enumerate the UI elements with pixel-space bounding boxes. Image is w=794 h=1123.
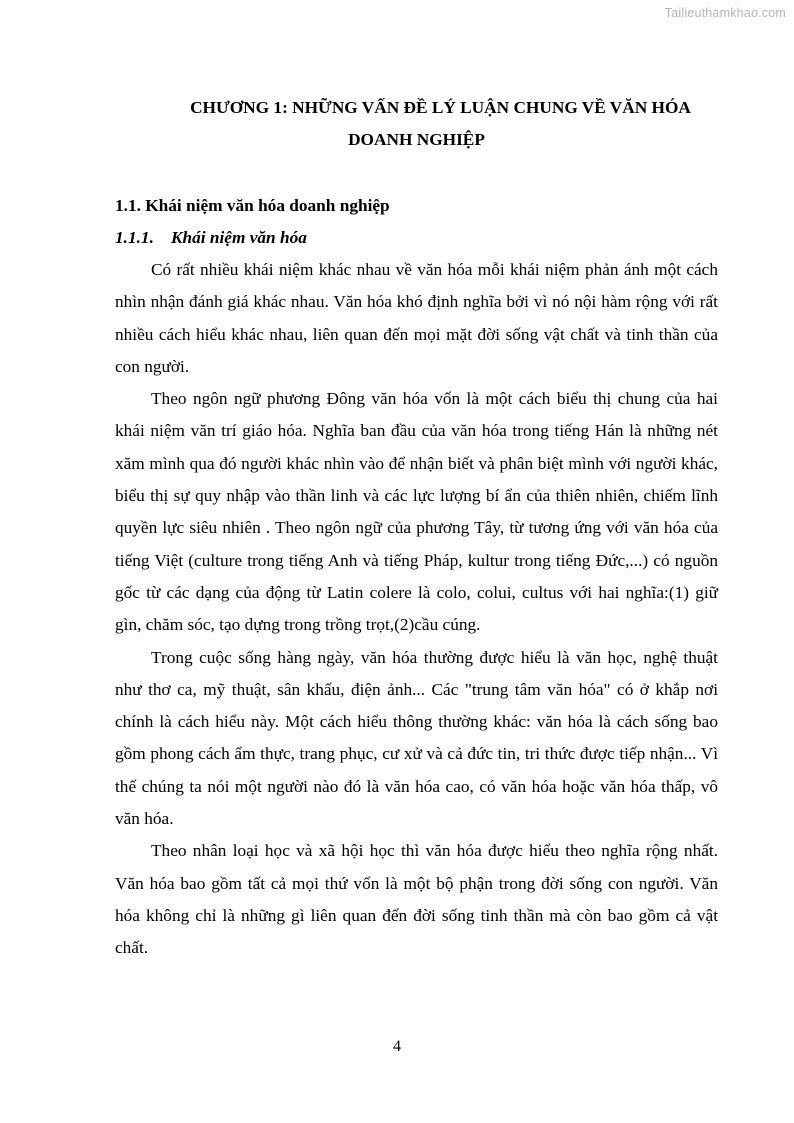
paragraph-2: Theo ngôn ngữ phương Đông văn hóa vốn là một cách biểu thị chung của hai khái niệm văn trí giáo hóa. Nghĩa ban đầu của văn hóa trong tiếng Hán là những nét xăm mình qua đó người khác nhìn vào để nhận biết và phân biệt mình với người khác, biểu thị sự quy nhập vào thần linh và các lực lượng bí ẩn của thiên nhiên, chiếm lĩnh quyền lực siêu nhiên . Theo ngôn ngữ của phương Tây, từ tương ứng với văn hóa của tiếng Việt (culture trong tiếng Anh và tiếng Pháp, kultur trong tiếng Đức,...) có nguồn gốc từ các dạng của động từ Latin colere là colo, colui, cultus với hai nghĩa:(1) giữ gìn, chăm sóc, tạo dựng trong trồng trọt,(2)cầu cúng. [115, 389, 718, 635]
watermark: Tailieuthamkhao.com [664, 6, 786, 20]
chapter-title-line-1: CHƯƠNG 1: NHỮNG VẤN ĐỀ LÝ LUẬN CHUNG VỀ VĂN HÓA [190, 98, 691, 117]
paragraph-3: Trong cuộc sống hàng ngày, văn hóa thường được hiểu là văn học, nghệ thuật như thơ ca, mỹ thuật, sân khấu, điện ảnh... Các "trung tâm văn hóa" có ở khắp nơi chính là cách hiểu này. Một cách hiểu thông thường khác: văn hóa là cách sống bao gồm phong cách ẩm thực, trang phục, cư xử và cả đức tin, tri thức được tiếp nhận... Vì thế chúng ta nói một người nào đó là văn hóa cao, có văn hóa hoặc văn hóa thấp, vô văn hóa. [115, 647, 718, 829]
paragraph-1: Có rất nhiều khái niệm khác nhau về văn hóa mỗi khái niệm phản ánh một cách nhìn nhận đánh giá khác nhau. Văn hóa khó định nghĩa bởi vì nó nội hàm rộng với rất nhiều cách hiểu khác nhau, liên quan đến mọi mặt đời sống vật chất và tinh thần của con người. [115, 260, 718, 376]
subsection-heading [115, 222, 718, 254]
paragraph-4: Theo nhân loại học và xã hội học thì văn hóa được hiểu theo nghĩa rộng nhất. Văn hóa bao gồm tất cả mọi thứ vốn là một bộ phận trong đời sống con người. Văn hóa không chỉ là những gì liên quan đến đời sống tinh thần mà còn bao gồm cả vật chất. [115, 841, 718, 958]
document-page [115, 92, 718, 965]
section-heading: 1.1. Khái niệm văn hóa doanh nghiệp [115, 196, 390, 215]
page-number: 4 [393, 1038, 401, 1055]
chapter-title-line-2: DOANH NGHIỆP [348, 130, 485, 149]
subsection-number: 1.1.1. [115, 228, 154, 247]
subsection-title: Khái niệm văn hóa [171, 228, 307, 247]
chapter-title [115, 92, 718, 156]
